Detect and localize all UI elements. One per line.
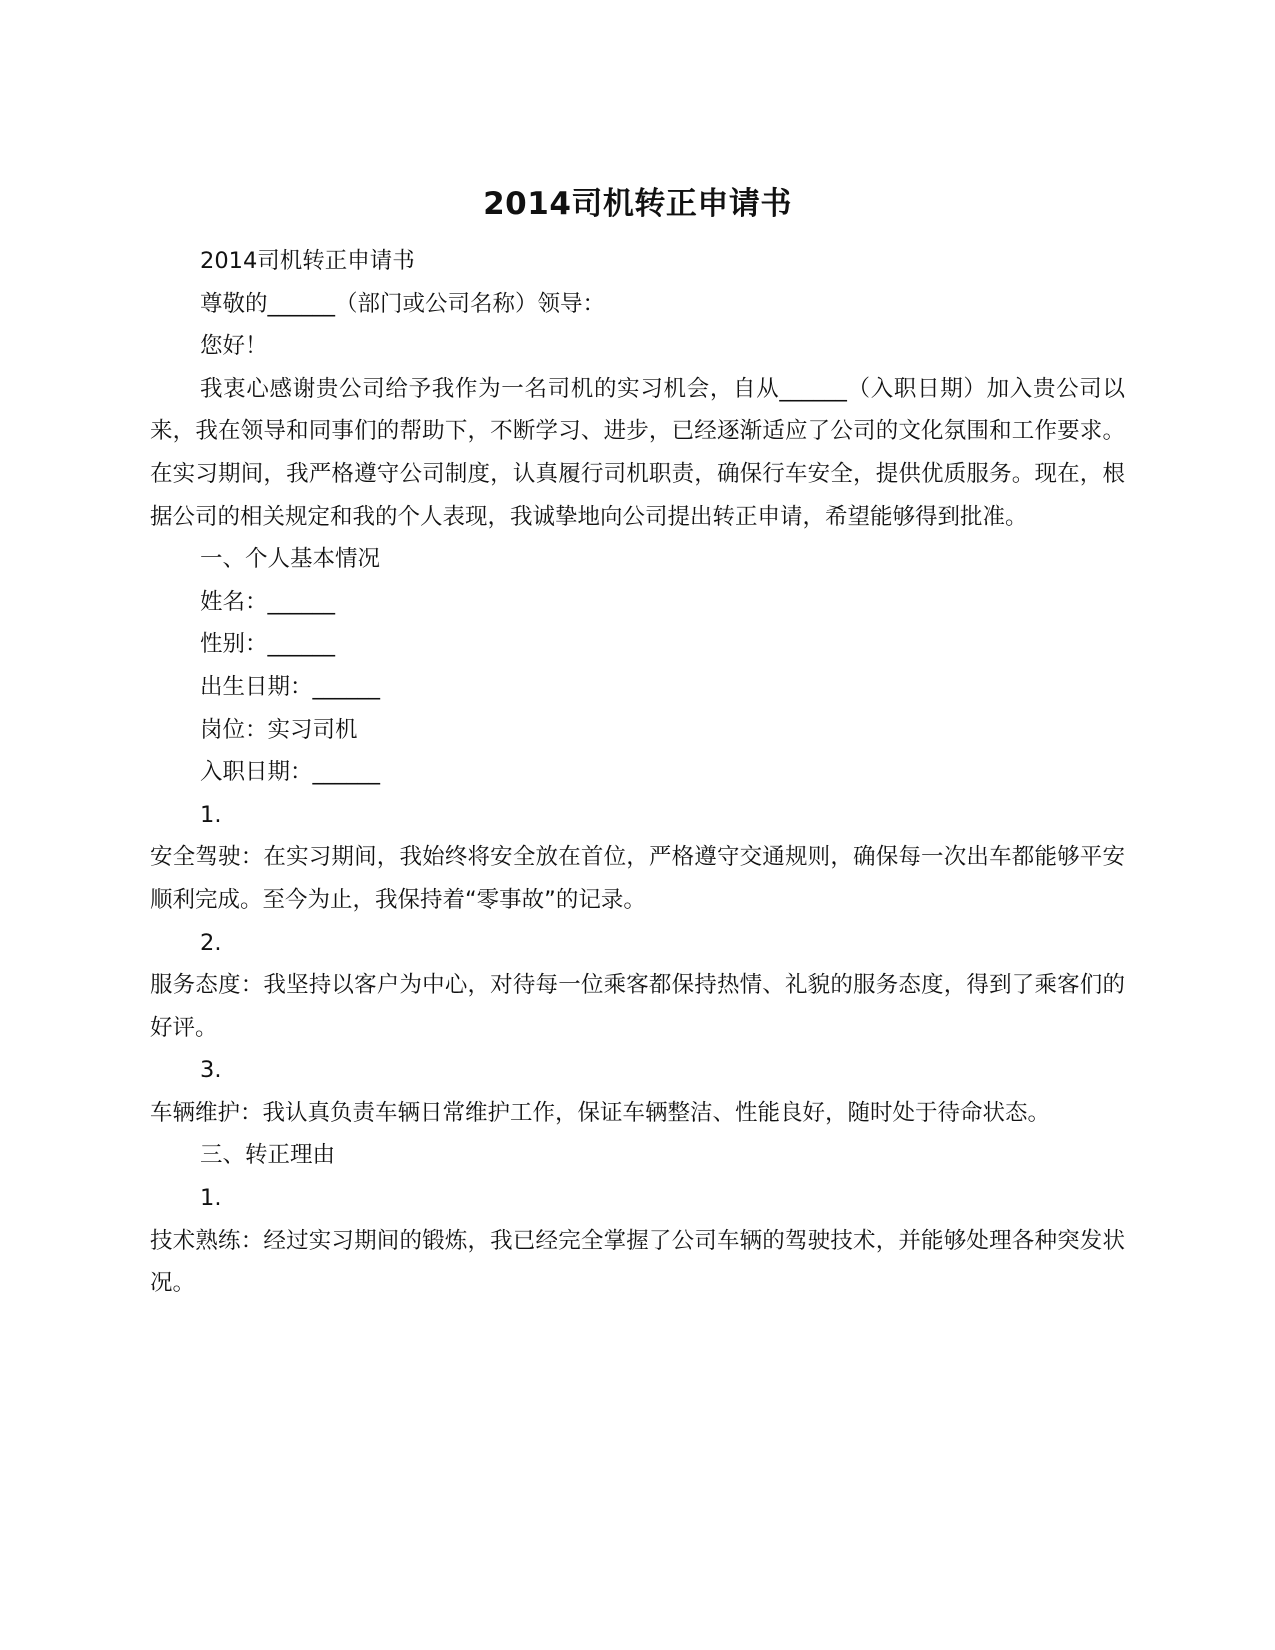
intro-paragraph: 我衷心感谢贵公司给予我作为一名司机的实习机会，自从______（入职日期）加入贵公司以来，我在领导和同事们的帮助下，不断学习、进步，已经逐渐适应了公司的文化氛围和工作要求。在实习期间，我严格遵守公司制度，认真履行司机职责，确保行车安全，提供优质服务。现在，根据公司的相关规定和我的个人表现，我诚挚地向公司提出转正申请，希望能够得到批准。 bbox=[150, 375, 1125, 530]
subtitle-line: 2014司机转正申请书 bbox=[200, 248, 415, 274]
document-body bbox=[150, 240, 1125, 1305]
field-position: 岗位：实习司机 bbox=[200, 716, 358, 743]
list-number: 1. bbox=[200, 1185, 222, 1212]
greeting: 您好！ bbox=[200, 333, 268, 360]
list-item-service-attitude: 服务态度：我坚持以客户为中心，对待每一位乘客都保持热情、礼貌的服务态度，得到了乘客们的好评。 bbox=[150, 972, 1125, 1041]
list-item-technical-skill: 技术熟练：经过实习期间的锻炼，我已经完全掌握了公司车辆的驾驶技术，并能够处理各种突发状况。 bbox=[150, 1227, 1125, 1297]
salutation: 尊敬的______（部门或公司名称）领导： bbox=[200, 290, 606, 317]
field-entry-date: 入职日期：______ bbox=[200, 759, 381, 786]
document-title: 2014司机转正申请书 bbox=[483, 186, 792, 222]
list-number: 1. bbox=[200, 801, 222, 828]
list-item-vehicle-maintenance: 车辆维护：我认真负责车辆日常维护工作，保证车辆整洁、性能良好，随时处于待命状态。 bbox=[150, 1099, 1051, 1126]
field-name: 姓名：______ bbox=[200, 588, 336, 615]
list-number: 3. bbox=[200, 1057, 222, 1084]
list-number: 2. bbox=[200, 929, 222, 956]
section-heading-reasons: 三、转正理由 bbox=[200, 1142, 336, 1169]
field-birth-date: 出生日期：______ bbox=[200, 673, 381, 700]
section-heading-basic-info: 一、个人基本情况 bbox=[200, 546, 381, 573]
field-gender: 性别：______ bbox=[200, 631, 336, 658]
list-item-safe-driving: 安全驾驶：在实习期间，我始终将安全放在首位，严格遵守交通规则，确保每一次出车都能够平安顺利完成。至今为止，我保持着“零事故”的记录。 bbox=[150, 844, 1125, 913]
